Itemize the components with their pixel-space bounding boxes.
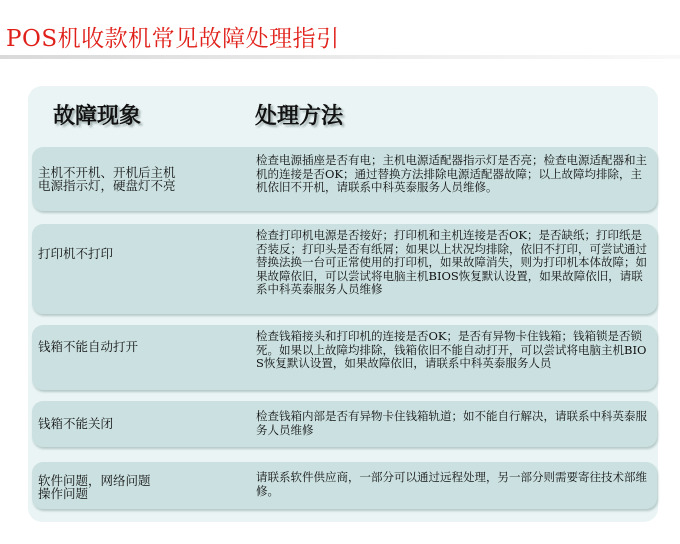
row-symptom: 打印机不打印 [38,246,114,261]
row-symptom: 钱箱不能自动打开 [38,339,139,354]
row-method: 检查打印机电源是否接好；打印机和主机连接是否OK；是否缺纸；打印纸是否装反；打印头是否有纸屑；如果以上状况均排除，依旧不打印，可尝试通过替换法换一台可正常使用的打印机，如果故障消失，则为打印机本体故障；如果故障依旧，可以尝试将电脑主机BIOS恢复默认设置，如果故障依旧，请联系中科英泰服务人员维修 [256,228,647,297]
table-row [32,147,657,211]
row-method: 请联系软件供应商，一部分可以通过远程处理，另一部分则需要寄往技术部维修。 [256,470,647,498]
table-row [32,325,657,390]
page-title: POS机收款机常见故障处理指引 [6,26,340,52]
row-symptom: 主机不开机、开机后主机 电源指示灯，硬盘灯不亮 [38,165,176,193]
table-row [32,224,657,314]
title-divider [0,55,680,59]
row-symptom: 软件问题，网络问题 操作问题 [38,473,151,501]
column-header-method: 处理方法 [255,104,344,129]
row-method: 检查钱箱接头和打印机的连接是否OK；是否有异物卡住钱箱；钱箱锁是否锁死。如果以上故障均排除，钱箱依旧不能自动打开，可以尝试将电脑主机BIOS恢复默认设置，如果故障依旧，请联系中科英泰服务人员 [256,329,647,371]
row-method: 检查钱箱内部是否有异物卡住钱箱轨道；如不能自行解决，请联系中科英泰服务人员维修 [256,409,647,437]
column-header-symptom: 故障现象 [53,104,142,129]
table-row [32,462,657,509]
table-row [32,401,657,447]
row-symptom: 钱箱不能关闭 [38,416,114,431]
row-method: 检查电源插座是否有电；主机电源适配器指示灯是否亮；检查电源适配器和主机的连接是否OK；通过替换方法排除电源适配器故障；以上故障均排除，主机依旧不开机，请联系中科英泰服务人员维修。 [256,153,647,195]
